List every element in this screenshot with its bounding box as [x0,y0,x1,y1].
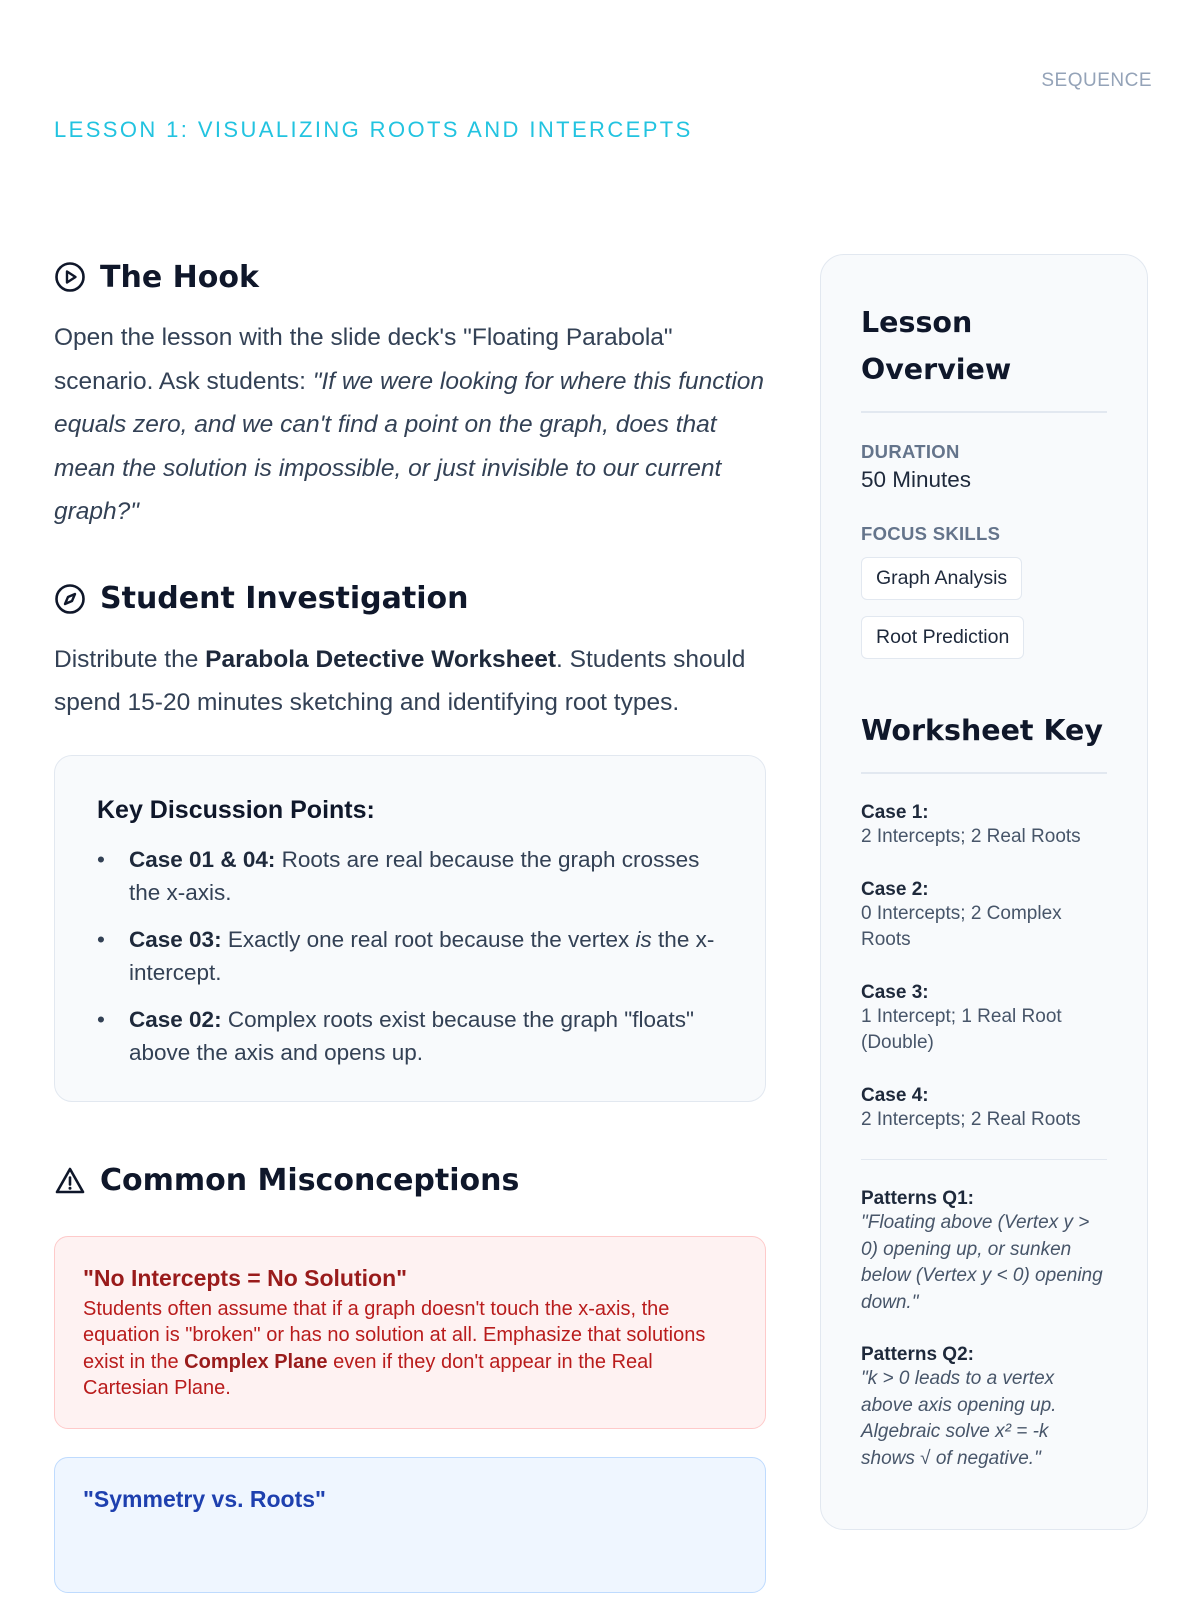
discussion-item-label: Case 01 & 04: [129,846,276,872]
discussion-title: Key Discussion Points: [97,795,375,824]
discussion-item [97,1003,723,1069]
misconceptions-title: Common Misconceptions [100,1163,520,1198]
discussion-box [54,755,766,1102]
lesson-title: LESSON 1: VISUALIZING ROOTS AND INTERCEPTS [54,117,693,142]
discussion-item-text: Roots are real because the graph crosses the x-axis. [129,846,700,905]
duration-label: DURATION [861,441,960,462]
misconception-title: "Symmetry vs. Roots" [83,1485,326,1512]
key-case [861,802,1107,851]
key-case-value: 2 Intercepts; 2 Real Roots [861,826,1081,847]
key-case-label: Case 2: [861,878,929,900]
misconception-card [54,1236,766,1429]
skill-tag: Graph Analysis [861,557,1022,600]
worksheet-name: Parabola Detective Worksheet [205,645,557,673]
hook-intro: Open the lesson with the slide deck's "Floating Parabola" scenario. Ask students: [54,324,673,395]
key-case-label: Case 1: [861,802,929,823]
key-case [861,982,1107,1057]
skills-label: FOCUS SKILLS [861,523,1001,544]
bullet: • [97,1006,105,1032]
discussion-item-text: the x-intercept. [129,926,715,985]
hook-paragraph [54,316,766,534]
key-case [861,879,1107,954]
investigation-paragraph [54,638,766,725]
main-content [54,250,766,1593]
discussion-item [97,843,723,909]
bullet: • [97,926,105,952]
key-pattern-value: "k > 0 leads to a vertex above axis opening up. Algebraic solve x² = -k shows √ of negative." [861,1368,1057,1469]
key-pattern-label: Patterns Q1: [861,1188,974,1209]
discussion-item-text: Exactly one real root because the vertex [221,926,636,952]
misconception-bold: Complex Plane [184,1350,328,1373]
key-case-value: 2 Intercepts; 2 Real Roots [861,1108,1081,1130]
divider [861,1159,1107,1160]
misconception-text-after: even if they don't appear in the Real Cartesian Plane. [83,1350,653,1399]
warning-triangle-icon [54,1165,86,1197]
key-pattern [861,1188,1107,1316]
key-case-value: 1 Intercept; 1 Real Root (Double) [861,1005,1062,1053]
duration-value: 50 Minutes [861,467,972,492]
skill-tag: Root Prediction [861,616,1024,659]
lesson-sidebar [820,254,1148,1530]
hook-quote: "If we were looking for where this function equals zero, and we can't find a point on the graph, does that mean the solution is impossible, or just invisible to our current graph?" [54,367,765,525]
discussion-item [97,923,723,989]
play-circle-icon [54,261,86,293]
investigation-heading [54,572,766,626]
divider [861,411,1107,413]
misconception-card [54,1457,766,1593]
key-pattern-label: Patterns Q2: [861,1344,974,1365]
bullet: • [97,846,105,872]
discussion-item-label: Case 03: [129,926,222,952]
discussion-list [97,843,723,1069]
key-pattern-value: "Floating above (Vertex y > 0) opening up, or sunken below (Vertex y < 0) opening down." [861,1212,1103,1313]
misconception-text-before: Students often assume that if a graph doesn't touch the x-axis, the equation is "broken" or has no solution at all. Emphasize that solutions exist in the [83,1297,706,1373]
key-case-label: Case 3: [861,981,929,1003]
misconceptions-heading [54,1154,766,1208]
hook-title: The Hook [100,259,259,295]
hook-heading [54,250,766,304]
worksheet-key-title: Worksheet Key [861,714,1103,747]
sequence-label: SEQUENCE [1041,70,1152,91]
discussion-item-emphasis: is [635,926,652,952]
misconception-title: "No Intercepts = No Solution" [83,1264,408,1291]
investigation-title: Student Investigation [100,581,469,616]
divider [861,772,1107,774]
skills-list [861,545,1107,659]
discussion-item-text: Complex roots exist because the graph "floats" above the axis and opens up. [129,1006,695,1065]
investigation-text-after: . Students should spend 15-20 minutes sketching and identifying root types. [54,645,746,716]
key-case [861,1085,1107,1134]
key-case-value: 0 Intercepts; 2 Complex Roots [861,902,1062,950]
misconception-text [83,1296,737,1402]
discussion-item-label: Case 02: [129,1006,222,1032]
investigation-text-before: Distribute the [54,645,206,673]
compass-icon [54,583,86,615]
key-case-label: Case 4: [861,1084,929,1106]
key-pattern [861,1344,1107,1472]
overview-title: Lesson Overview [861,306,1012,386]
